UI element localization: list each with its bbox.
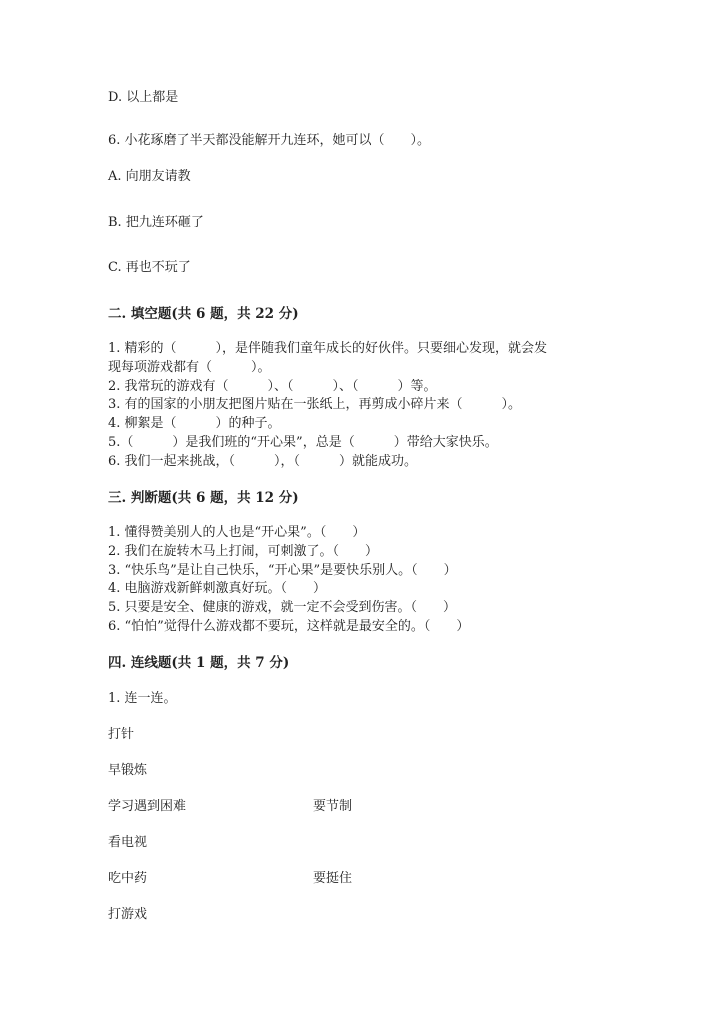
match-right-item: 要节制 [313, 799, 353, 814]
match-right-item: 要挺住 [313, 871, 353, 886]
match-left-item: 学习遇到困难 [108, 799, 187, 814]
match-left-item: 打游戏 [108, 907, 148, 922]
fill-item: 3. 有的国家的小朋友把图片贴在一张纸上，再剪成小碎片来（ ）。 [108, 397, 522, 412]
section-3-heading: 三. 判断题(共 6 题，共 12 分) [108, 490, 299, 506]
match-left-item: 吃中药 [108, 871, 148, 886]
judge-item: 1. 懂得赞美别人的人也是“开心果”。（ ） [108, 525, 366, 540]
option-b: B. 把九连环砸了 [108, 215, 204, 230]
fill-item: 4. 柳絮是（ ）的种子。 [108, 416, 281, 431]
fill-item: 6. 我们一起来挑战，（ ），（ ）就能成功。 [108, 454, 418, 469]
judge-item: 6. “怕怕”觉得什么游戏都不要玩，这样就是最安全的。（ ） [108, 619, 470, 634]
fill-item: 现每项游戏都有（ ）。 [108, 360, 271, 375]
match-question: 1. 连一连。 [108, 691, 177, 706]
fill-item: 2. 我常玩的游戏有（ ）、（ ）、（ ）等。 [108, 379, 437, 394]
judge-item: 2. 我们在旋转木马上打闹，可刺激了。（ ） [108, 544, 379, 559]
match-left-item: 早锻炼 [108, 763, 148, 778]
fill-item: 5.（ ）是我们班的“开心果”，总是（ ）带给大家快乐。 [108, 435, 498, 450]
fill-item: 1. 精彩的（ ），是伴随我们童年成长的好伙伴。只要细心发现，就会发 [108, 341, 548, 356]
match-left-item: 看电视 [108, 835, 148, 850]
section-4-heading: 四. 连线题(共 1 题，共 7 分) [108, 655, 290, 671]
judge-item: 4. 电脑游戏新鲜刺激真好玩。（ ） [108, 581, 327, 596]
option-a: A. 向朋友请教 [108, 169, 191, 184]
option-d: D. 以上都是 [108, 90, 179, 105]
judge-item: 3. “快乐鸟”是让自己快乐，“开心果”是要快乐别人。（ ） [108, 563, 457, 578]
judge-item: 5. 只要是安全、健康的游戏，就一定不会受到伤害。（ ） [108, 600, 457, 615]
question-6: 6. 小花琢磨了半天都没能解开九连环，她可以（ ）。 [108, 133, 431, 148]
match-left-item: 打针 [108, 727, 135, 742]
section-2-heading: 二. 填空题(共 6 题，共 22 分) [108, 306, 299, 322]
option-c: C. 再也不玩了 [108, 260, 191, 275]
